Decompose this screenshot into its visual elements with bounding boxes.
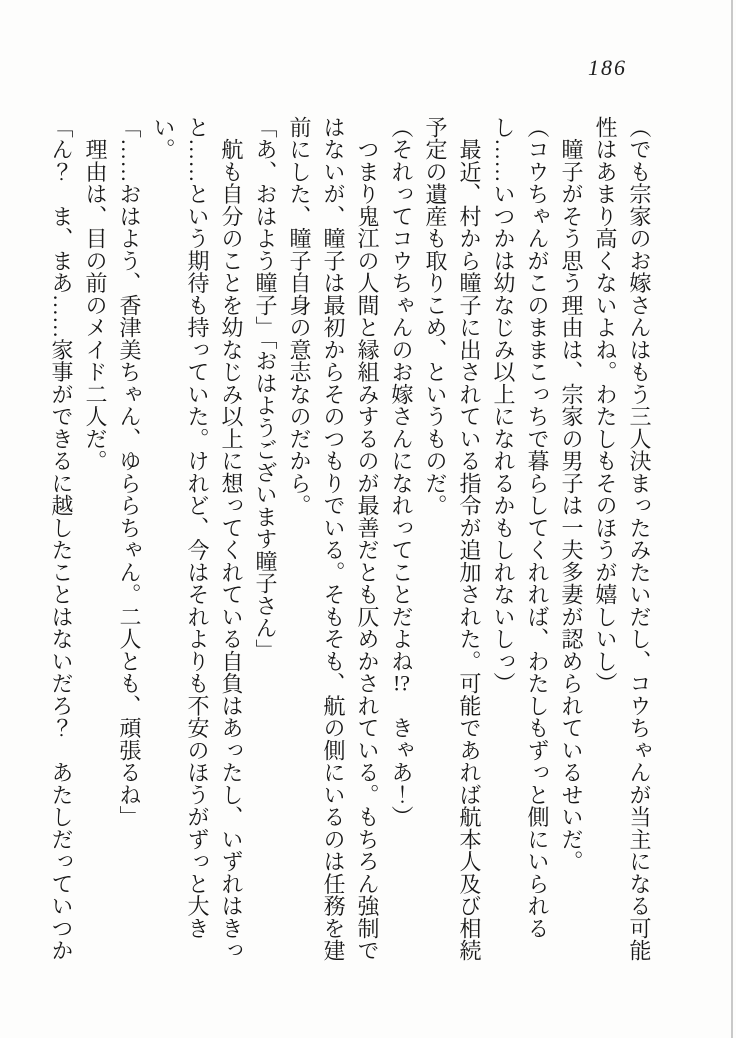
page-number: 186 [588,55,627,80]
paragraph-narration-4: 航も自分のことを幼なじみ以上に想ってくれている自負はあったし、いずれはきっと……という期待も持っていた。けれど、今はそれよりも不安のほうがずっと大きい。 [151,116,244,962]
paragraph-narration-2: 最近、村から瞳子に出されている指令が追加された。可能であれば航本人及び相続予定の遺産も取りこめ、というものだ。 [423,116,482,962]
paragraph-dialogue-1: 「あ、おはよう瞳子」「おはようございます瞳子さん」 [253,116,278,662]
page-edge-line [731,0,733,1038]
page-text [44,116,656,966]
paragraph-thought-1: （でも宗家のお嫁さんはもう三人決まったみたいだし、コウちゃんが当主になる可能性はあまり高くないよね。わたしもそのほうが嬉しいし） [593,116,652,962]
paragraph-dialogue-2: 「……おはよう、香津美ちゃん、ゆららちゃん。二人とも、頑張るね」 [117,116,142,828]
paragraph-narration-1: 瞳子がそう思う理由は、宗家の男子は一夫多妻が認められているせいだ。 [559,116,584,873]
paragraph-dialogue-3: 「ん？ ま、まあ……家事ができるに越したことはないだろ？ あたしだっていつか [49,116,74,962]
paragraph-narration-5: 理由は、目の前のメイド二人だ。 [83,116,108,472]
paragraph-thought-2: （コウちゃんがこのままこっちで暮らしてくれれば、わたしもずっと側にいられるし……いつかは幼なじみ以上になれるかもしれないしっ） [491,116,550,940]
paragraph-narration-3: つまり鬼江の人間と縁組みするのが最善だとも仄めかされている。もちろん強制ではないが、瞳子は最初からそのつもりでいる。そもそも、航の側にいるのは任務を建前にした、瞳子自身の意志なのだから。 [287,116,380,962]
paragraph-thought-3: （それってコウちゃんのお嫁さんになれってことだよね!? きゃあ！） [389,116,414,828]
